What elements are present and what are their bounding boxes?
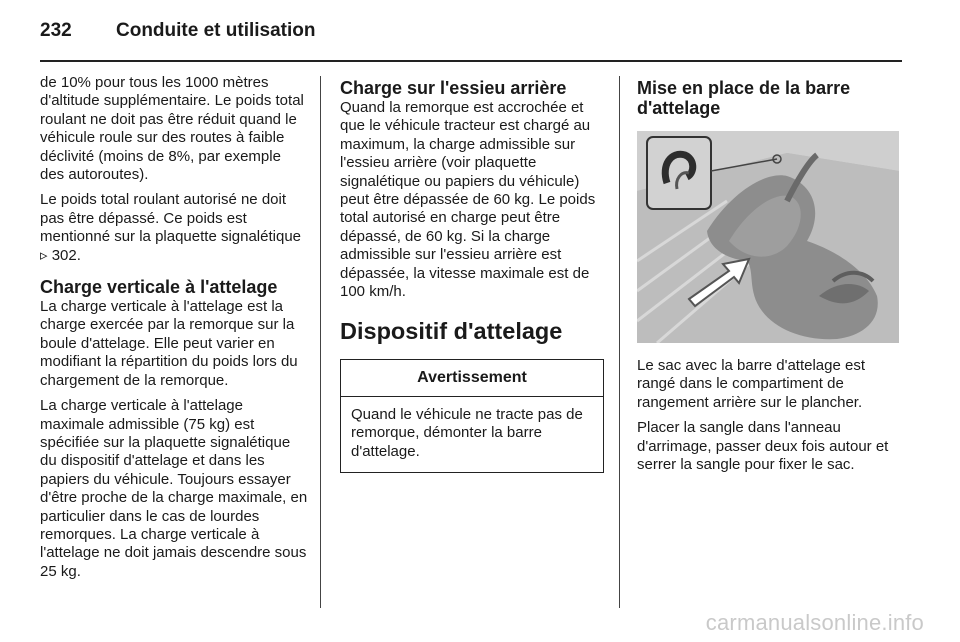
heading-rear-axle-load: Charge sur l'essieu arrière: [340, 78, 567, 98]
heading-towing-device: Dispositif d'attelage: [340, 318, 563, 345]
tow-bar-bag-illustration: [637, 131, 899, 343]
column-divider-1: [320, 76, 321, 608]
warning-title: Avertissement: [341, 360, 603, 396]
column-left: [40, 74, 308, 588]
page-header: [40, 20, 316, 46]
paragraph-total-weight-text: Le poids total roulant autorisé ne doit pas être dépassé. Ce poids est mentionné sur la plaquette signalétique: [40, 191, 302, 246]
warning-box: [340, 359, 604, 473]
chapter-title: Conduite et utilisation: [116, 20, 316, 41]
page-number: 232: [40, 20, 72, 41]
heading-vertical-load: Charge verticale à l'attelage: [40, 277, 278, 298]
watermark: carmanualsonline.info: [705, 610, 924, 635]
page-reference-icon: ▹: [40, 246, 48, 264]
warning-text: Quand le véhicule ne tracte pas de remorque, démonter la barre d'attelage.: [351, 405, 583, 460]
paragraph-altitude: de 10% pour tous les 1000 mètres d'altitude supplémentaire. Le poids total roulant ne doit pas être réduit quand le véhicule roule sur des routes à faible déclivité (moins de 8%, par exemple des autoroutes).: [40, 74, 304, 184]
paragraph-bag-location: Le sac avec la barre d'attelage est rangé dans le compartiment de rangement arrière sur le plancher.: [637, 357, 866, 411]
paragraph-rear-axle-load: Quand la remorque est accrochée et que le véhicule tracteur est chargé au maximum, la charge admissible sur l'essieu arrière (voir plaquette signalétique ou papiers du véhicule) peut être dépassée de 60 kg. Le poids total autorisé en charge peut être dépassé, de 60 kg. Si la charge admissible sur l'essieu arrière est dépassée, la vitesse maximale est de 100 km/h.: [340, 99, 596, 301]
paragraph-vertical-load-max: La charge verticale à l'attelage maximale admissible (75 kg) est spécifiée sur la plaquette signalétique du dispositif d'attelage et dans les papiers du véhicule. Toujours essayer d'être proche de la charge maximale, en particulier dans le cas de lourdes remorques. La charge verticale à l'attelage ne doit jamais descendre sous 25 kg.: [40, 397, 308, 580]
column-divider-2: [619, 76, 620, 608]
heading-placement: Mise en place de la barre d'attelage: [637, 78, 851, 118]
column-right: [637, 74, 903, 481]
page-reference-link[interactable]: 302.: [51, 246, 81, 264]
paragraph-vertical-load-definition: La charge verticale à l'attelage est la charge exercée par la remorque sur la boule d'attelage. Elle peut varier en modifiant la répartition du poids lors du chargement de la remorque.: [40, 298, 298, 389]
paragraph-total-weight: [40, 191, 308, 265]
column-middle: [340, 74, 604, 473]
header-divider: [40, 60, 902, 62]
paragraph-strap-instructions: Placer la sangle dans l'anneau d'arrimage, passer deux fois autour et serrer la sangle pour fixer le sac.: [637, 419, 889, 474]
